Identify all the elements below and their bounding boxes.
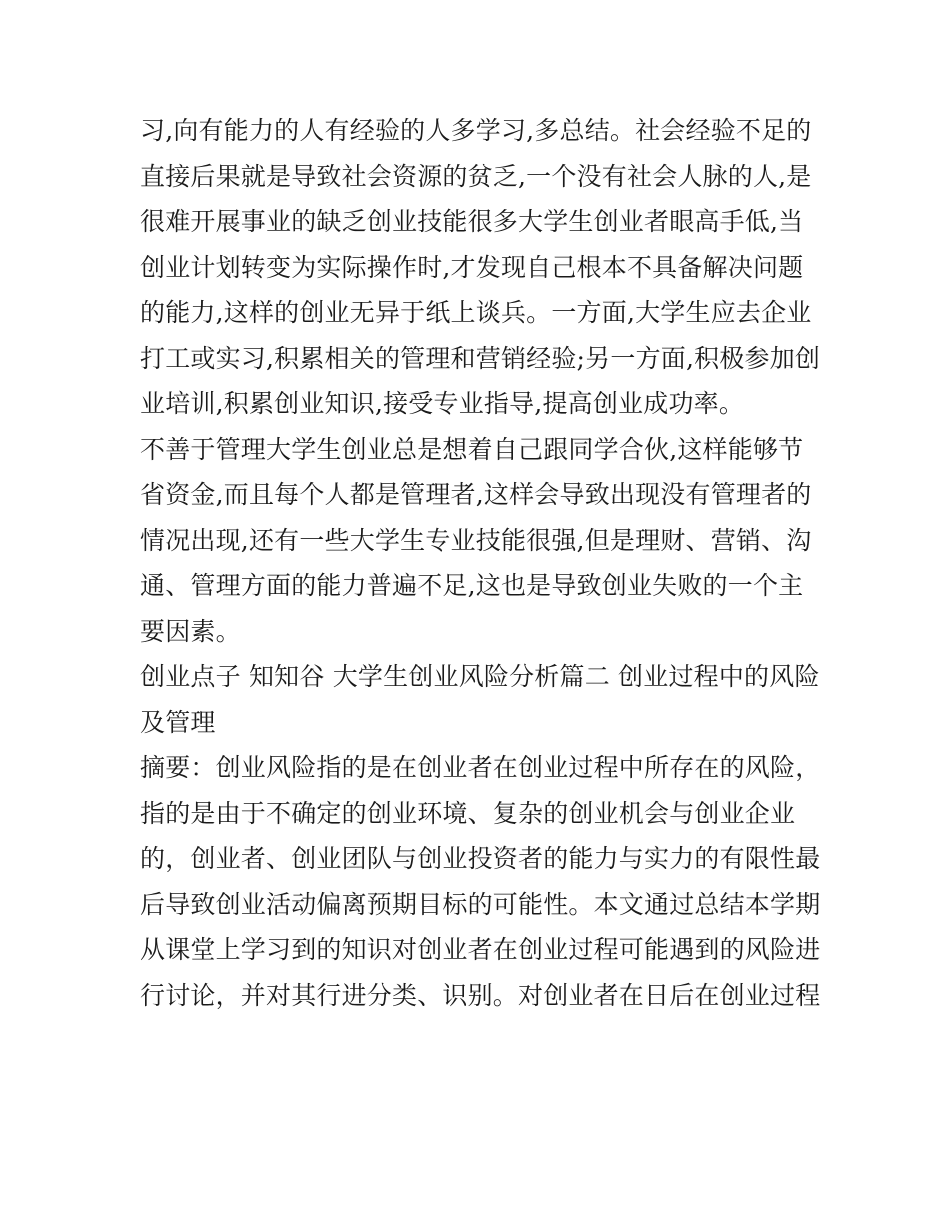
section-heading-line: 及管理 [140,707,216,737]
abstract-line: 摘要：创业风险指的是在创业者在创业过程中所存在的风险， [140,753,821,782]
text-line: 不善于管理大学生创业总是想着自己跟同学合伙,这样能够节 [140,434,804,464]
text-line: 直接后果就是导致社会资源的贫乏,一个没有社会人脉的人,是 [140,161,812,191]
text-line: 的能力,这样的创业无异于纸上谈兵。一方面,大学生应去企业 [140,298,812,327]
abstract-line: 的，创业者、创业团队与创业投资者的能力与实力的有限性最 [140,844,821,873]
body-text [140,108,821,1018]
text-line: 要因素。 [140,616,241,646]
text-line: 很难开展事业的缺乏创业技能很多大学生创业者眼高手低,当 [140,207,804,236]
abstract-line: 指的是由于不确定的创业环境、复杂的创业机会与创业企业 [140,798,796,828]
text-line: 业培训,积累创业知识,接受专业指导,提高创业成功率。 [140,389,745,418]
text-line: 习,向有能力的人有经验的人多学习,多总结。社会经验不足的 [140,116,812,145]
text-line: 通、管理方面的能力普遍不足,这也是导致创业失败的一个主 [140,571,804,600]
text-line: 情况出现,还有一些大学生专业技能很强,但是理财、营销、沟 [140,525,812,555]
abstract-line: 行讨论，并对其行进分类、识别。对创业者在日后在创业过程 [140,980,821,1010]
text-line: 省资金,而且每个人都是管理者,这样会导致出现没有管理者的 [140,480,812,509]
abstract-line: 从课堂上学习到的知识对创业者在创业过程可能遇到的风险进 [140,935,821,964]
text-line: 打工或实习,积累相关的管理和营销经验;另一方面,积极参加创 [140,343,821,373]
section-heading-line: 创业点子 知知谷 大学生创业风险分析篇二 创业过程中的风险 [140,662,820,691]
abstract-line: 后导致创业活动偏离预期目标的可能性。本文通过总结本学期 [140,889,821,919]
text-line: 创业计划转变为实际操作时,才发现自己根本不具备解决问题 [140,252,804,282]
